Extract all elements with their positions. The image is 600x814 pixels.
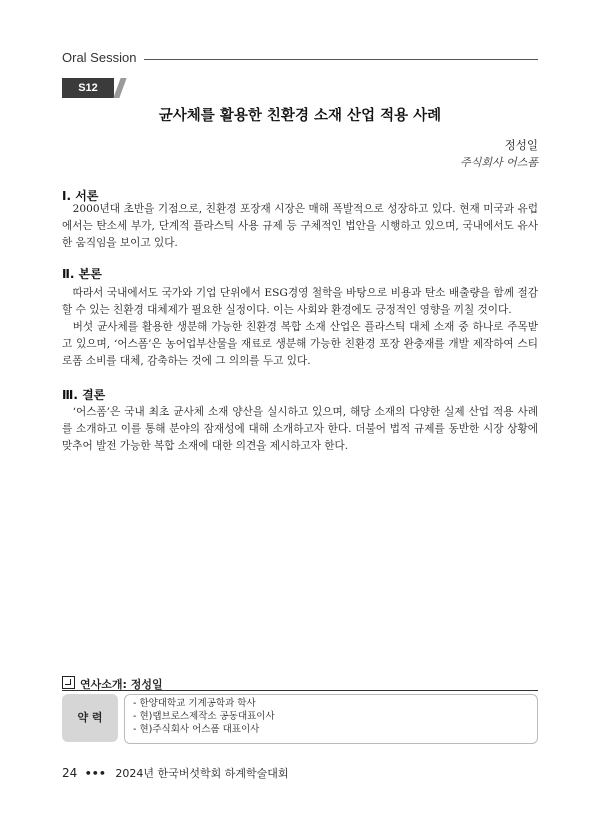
paragraph: 버섯 균사체를 활용한 생분해 가능한 친환경 복합 소재 산업은 플라스틱 대체 소재 중 하나로 주목받고 있으며, ‘어스폼’은 농어업부산물을 재료로 생분해 가능한 친환경 포장 완충재를 개발 제작하여 스티로폼 소비를 대체, 감축하는 것에 그 의의를 두고 있다. bbox=[62, 321, 538, 367]
speaker-bio-box bbox=[62, 694, 538, 742]
bio-list bbox=[133, 697, 537, 736]
event-name: 2024년 한국버섯학회 하계학술대회 bbox=[115, 767, 289, 780]
paragraph: ‘어스폼’은 국내 최초 균사체 소재 양산을 실시하고 있으며, 해당 소재의 다양한 실제 산업 적용 사례를 소개하고 이를 통해 분야의 잠재성에 대해 소개하고자 한다. 더불어 법적 규제를 동반한 시장 상황에 맞추어 발전 가능한 복합 소재에 대한 의견을 제시하고자 한다. bbox=[62, 406, 538, 452]
paragraph: 2000년대 초반을 기점으로, 친환경 포장재 시장은 매해 폭발적으로 성장하고 있다. 현재 미국과 유럽에서는 탄소세 부가, 단계적 플라스틱 사용 규제 등 구체적인 법안을 시행하고 있으며, 국내에서도 유사한 움직임을 보이고 있다. bbox=[62, 203, 538, 249]
tag-stripe bbox=[113, 78, 126, 98]
footer-dots: ••• bbox=[84, 767, 106, 780]
paragraph: 따라서 국내에서도 국가와 기업 단위에서 ESG경영 철학을 바탕으로 비용과 탄소 배출량을 함께 절감할 수 있는 친환경 대체제가 필요한 실정이다. 이는 사회와 환경에도 긍정적인 영향을 끼칠 것이다. bbox=[62, 287, 538, 316]
bio-rule bbox=[62, 690, 538, 691]
section-heading-conclusion: Ⅲ. 결론 bbox=[62, 388, 106, 402]
author-affiliation: 주식회사 어스폼 bbox=[460, 156, 538, 169]
author-name: 정성일 bbox=[504, 138, 538, 152]
section-heading-intro: Ⅰ. 서론 bbox=[62, 189, 99, 203]
page-footer bbox=[62, 765, 289, 781]
bio-item: - 현)랩브로스제작소 공동대표이사 bbox=[133, 710, 537, 723]
session-type-label: Oral Session bbox=[62, 50, 144, 65]
section-body-conclusion bbox=[62, 404, 538, 455]
page-number: 24 bbox=[62, 766, 78, 780]
arrow-box-icon bbox=[62, 676, 75, 689]
session-code: S12 bbox=[62, 78, 114, 98]
bio-item: - 한양대학교 기계공학과 학사 bbox=[133, 697, 537, 710]
bio-content bbox=[124, 694, 538, 744]
paper-title: 균사체를 활용한 친환경 소재 산업 적용 사례 bbox=[158, 108, 442, 124]
section-body-body bbox=[62, 285, 538, 370]
bio-item: - 현)주식회사 어스폼 대표이사 bbox=[133, 723, 537, 736]
bio-label: 약 력 bbox=[62, 694, 118, 742]
section-body-intro bbox=[62, 201, 538, 252]
session-header bbox=[62, 50, 538, 70]
section-heading-body: Ⅱ. 본론 bbox=[62, 267, 102, 281]
session-code-tag bbox=[62, 78, 124, 98]
speaker-intro-title: 연사소개: 정성일 bbox=[80, 678, 163, 691]
